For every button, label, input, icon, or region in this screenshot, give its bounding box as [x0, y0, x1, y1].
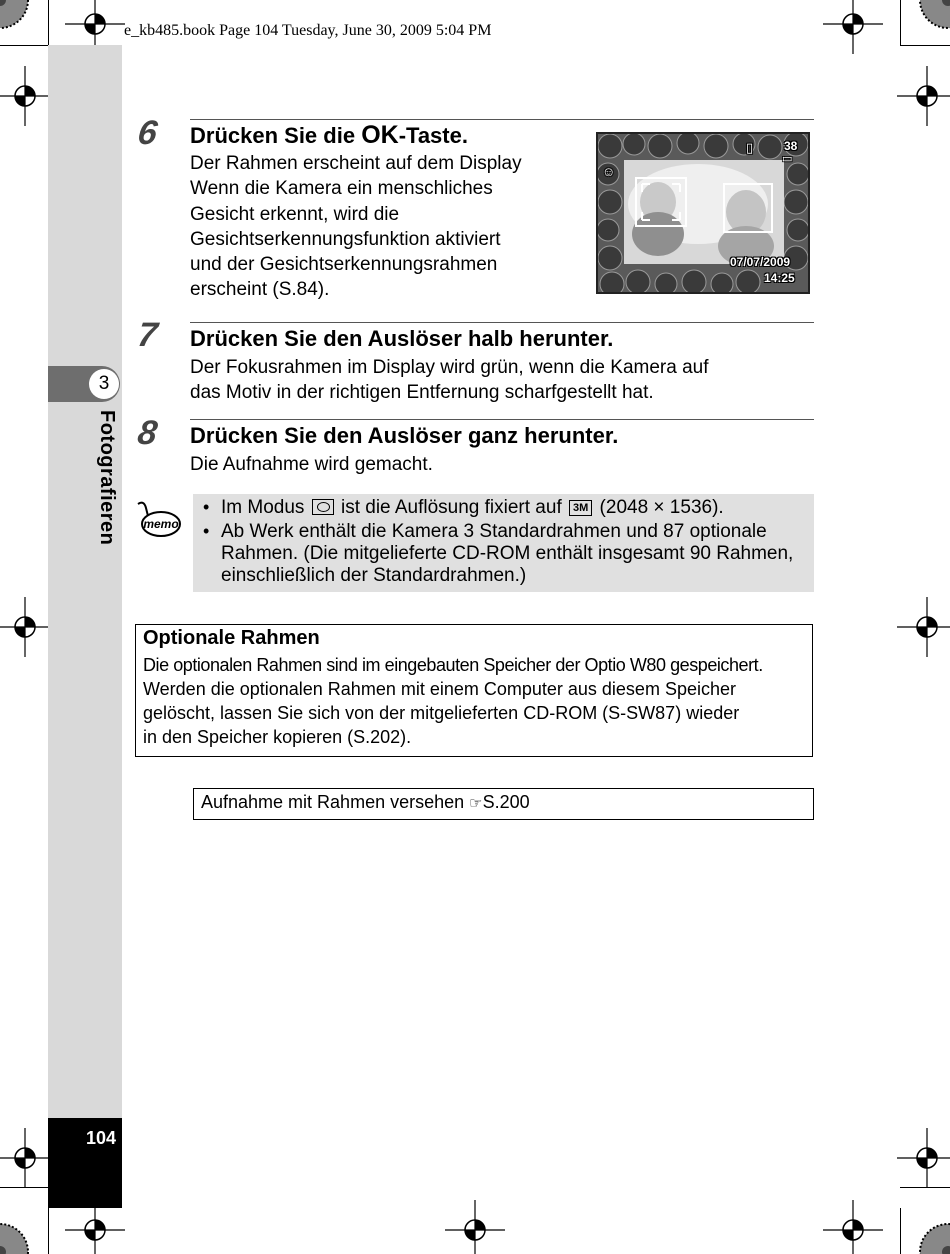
crop-line — [48, 1208, 49, 1254]
text-line: Der Fokusrahmen im Display wird grün, wenn die Kamera auf — [190, 357, 709, 378]
registration-mark-right-middle — [897, 597, 950, 657]
step-title-suffix: -Taste. — [398, 123, 468, 148]
bullet: • — [203, 521, 210, 541]
bullet: • — [203, 497, 210, 517]
memo-text: (2048 × 1536). — [594, 497, 724, 518]
crop-line — [0, 1187, 48, 1188]
optional-frames-title: Optionale Rahmen — [143, 627, 320, 649]
memo-item — [221, 521, 793, 587]
memo-label: memo — [143, 517, 179, 531]
registration-mark-top-right — [823, 0, 883, 54]
step-divider — [190, 419, 814, 420]
display-time: 14:25 — [764, 271, 795, 285]
crop-line — [48, 0, 49, 45]
text-line: einschließlich der Standardrahmen.) — [221, 565, 527, 586]
registration-mark-left-lower — [0, 1128, 55, 1188]
text-line: Ab Werk enthält die Kamera 3 Standardrahmen und 87 optionale — [221, 521, 767, 542]
face-detection-icon: ☺ — [602, 164, 616, 179]
cross-reference-page[interactable]: S.200 — [482, 792, 530, 812]
crop-line — [0, 45, 48, 46]
color-target-bottom-right — [918, 1222, 950, 1254]
step-title: Drücken Sie den Auslöser ganz herunter. — [190, 423, 619, 448]
registration-mark-right-upper — [897, 66, 950, 126]
memo-icon — [136, 500, 182, 540]
registration-mark-bottom-left — [65, 1200, 125, 1254]
pointing-hand-icon: ☞ — [469, 795, 483, 812]
color-target-top-right — [918, 0, 950, 30]
chapter-number: 3 — [89, 369, 119, 399]
text-line: gelöscht, lassen Sie sich von der mitgelieferten CD-ROM (S-SW87) wieder — [143, 703, 740, 723]
color-target-top-left — [0, 0, 30, 30]
step-description — [190, 151, 522, 303]
print-header: e_kb485.book Page 104 Tuesday, June 30, 2009 5:04 PM — [124, 22, 492, 39]
step-title — [190, 121, 468, 150]
display-date: 07/07/2009 — [730, 255, 791, 269]
step-description — [190, 355, 709, 406]
ok-key-label: OK — [361, 121, 399, 149]
step-title: Drücken Sie den Auslöser halb herunter. — [190, 326, 614, 351]
text-line: Die optionalen Rahmen sind im eingebauten Speicher der Optio W80 gespeichert. — [143, 655, 763, 675]
crop-line — [900, 0, 901, 45]
text-line: Gesichtserkennungsfunktion aktiviert — [190, 228, 501, 250]
frame-mode-icon — [312, 499, 334, 515]
step-number: 7 — [135, 316, 160, 354]
step-description — [190, 452, 433, 477]
text-line: Gesicht erkennt, wird die — [190, 203, 400, 225]
text-line: in den Speicher kopieren (S.202). — [143, 727, 412, 747]
step-number: 6 — [135, 114, 160, 152]
text-line: das Motiv in der richtigen Entfernung scharfgestellt hat. — [190, 382, 654, 404]
step-number: 8 — [135, 414, 160, 452]
step-divider — [190, 322, 814, 323]
memo-item — [221, 497, 724, 519]
text-line: Die Aufnahme wird gemacht. — [190, 454, 433, 475]
registration-mark-bottom-right — [823, 1200, 883, 1254]
page-number: 104 — [85, 1128, 116, 1148]
memo-text: Im Modus — [221, 497, 310, 518]
crop-line — [900, 1187, 950, 1188]
registration-mark-left-middle — [0, 597, 55, 657]
memo-text: ist die Auflösung fixiert auf — [335, 497, 567, 518]
optional-frames-text — [143, 653, 763, 749]
memory-card-icon: ▯ — [746, 140, 754, 155]
text-line: Wenn die Kamera ein menschliches — [190, 178, 493, 200]
battery-icon: ▭ — [782, 153, 793, 165]
cross-reference-text: Aufnahme mit Rahmen versehen — [201, 792, 470, 812]
registration-mark-left-upper — [0, 66, 55, 126]
registration-mark-bottom-center — [445, 1200, 505, 1254]
text-line: erscheint (S.84). — [190, 279, 330, 301]
cross-reference[interactable] — [201, 792, 530, 813]
step-divider — [190, 119, 814, 120]
shots-remaining: 38 — [784, 139, 798, 153]
resolution-icon: 3M — [569, 500, 592, 516]
text-line: und der Gesichtserkennungsrahmen — [190, 254, 498, 276]
color-target-bottom-left — [0, 1222, 30, 1254]
chapter-sidebar — [48, 45, 122, 1120]
text-line: Rahmen. (Die mitgelieferte CD-ROM enthält insgesamt 90 Rahmen, — [221, 543, 794, 564]
text-line: Werden die optionalen Rahmen mit einem Computer aus diesem Speicher — [143, 679, 736, 699]
crop-line — [900, 1208, 901, 1254]
step-title-prefix: Drücken Sie die — [190, 123, 362, 148]
crop-line — [900, 45, 950, 46]
chapter-title: Fotografieren — [96, 410, 118, 546]
registration-mark-right-lower — [897, 1128, 950, 1188]
text-line: Der Rahmen erscheint auf dem Display — [190, 153, 522, 174]
camera-display-screenshot — [596, 132, 810, 294]
